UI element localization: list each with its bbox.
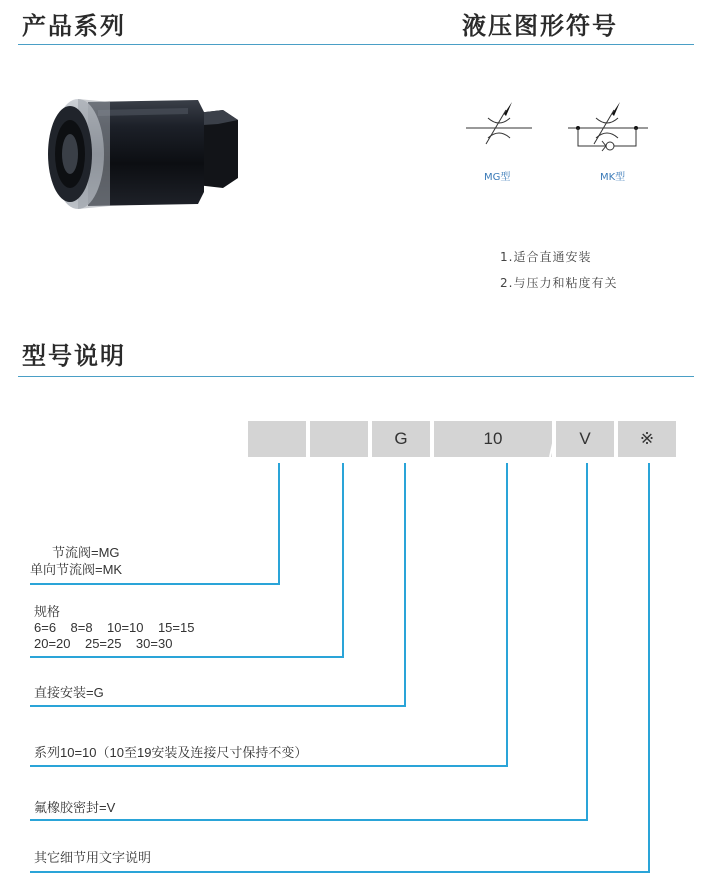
leader-horizontal-series xyxy=(30,765,508,767)
leader-vertical-other xyxy=(648,463,650,873)
note-item: 1.适合直通安装 xyxy=(500,250,592,264)
hydraulic-symbol-title: 液压图形符号 xyxy=(462,12,618,40)
leader-vertical-series xyxy=(506,463,508,767)
product-valve-image xyxy=(38,92,258,224)
leader-horizontal-mount xyxy=(30,705,406,707)
code-box-size xyxy=(310,421,368,457)
code-box-series: 10 xyxy=(434,421,552,457)
other-option: 其它细节用文字说明 xyxy=(34,850,152,865)
leader-horizontal-other xyxy=(30,871,650,873)
code-box-seal: V xyxy=(556,421,614,457)
mk-symbol-label: MK型 xyxy=(600,172,626,183)
leader-horizontal-seal xyxy=(30,819,588,821)
code-box-mount: G xyxy=(372,421,430,457)
size-row-2: 20=20 25=25 30=30 xyxy=(34,636,173,651)
model-explanation-title: 型号说明 xyxy=(22,342,126,370)
leader-vertical-mount xyxy=(404,463,406,707)
leader-vertical-seal xyxy=(586,463,588,821)
mount-option: 直接安装=G xyxy=(34,685,104,700)
mk-check-throttle-symbol xyxy=(568,100,648,160)
mg-throttle-symbol xyxy=(466,100,532,150)
seal-option: 氟橡胶密封=V xyxy=(34,800,116,815)
product-series-title: 产品系列 xyxy=(22,12,126,40)
model-divider xyxy=(18,376,694,377)
leader-horizontal-size xyxy=(30,656,344,658)
header-divider xyxy=(18,44,694,45)
series-option: 系列10=10（10至19安装及连接尺寸保持不变） xyxy=(34,745,308,760)
size-row-1: 6=6 8=8 10=10 15=15 xyxy=(34,620,195,635)
leader-vertical-size xyxy=(342,463,344,658)
code-box-other: ※ xyxy=(618,421,676,457)
type-option-mk: 单向节流阀=MK xyxy=(30,562,123,577)
note-item: 2.与压力和粘度有关 xyxy=(500,276,618,290)
type-option-mg: 节流阀=MG xyxy=(52,545,120,560)
leader-horizontal-type xyxy=(30,583,280,585)
mg-symbol-label: MG型 xyxy=(484,172,511,183)
leader-vertical-type xyxy=(278,463,280,585)
code-box-type xyxy=(248,421,306,457)
size-title: 规格 xyxy=(34,604,61,619)
